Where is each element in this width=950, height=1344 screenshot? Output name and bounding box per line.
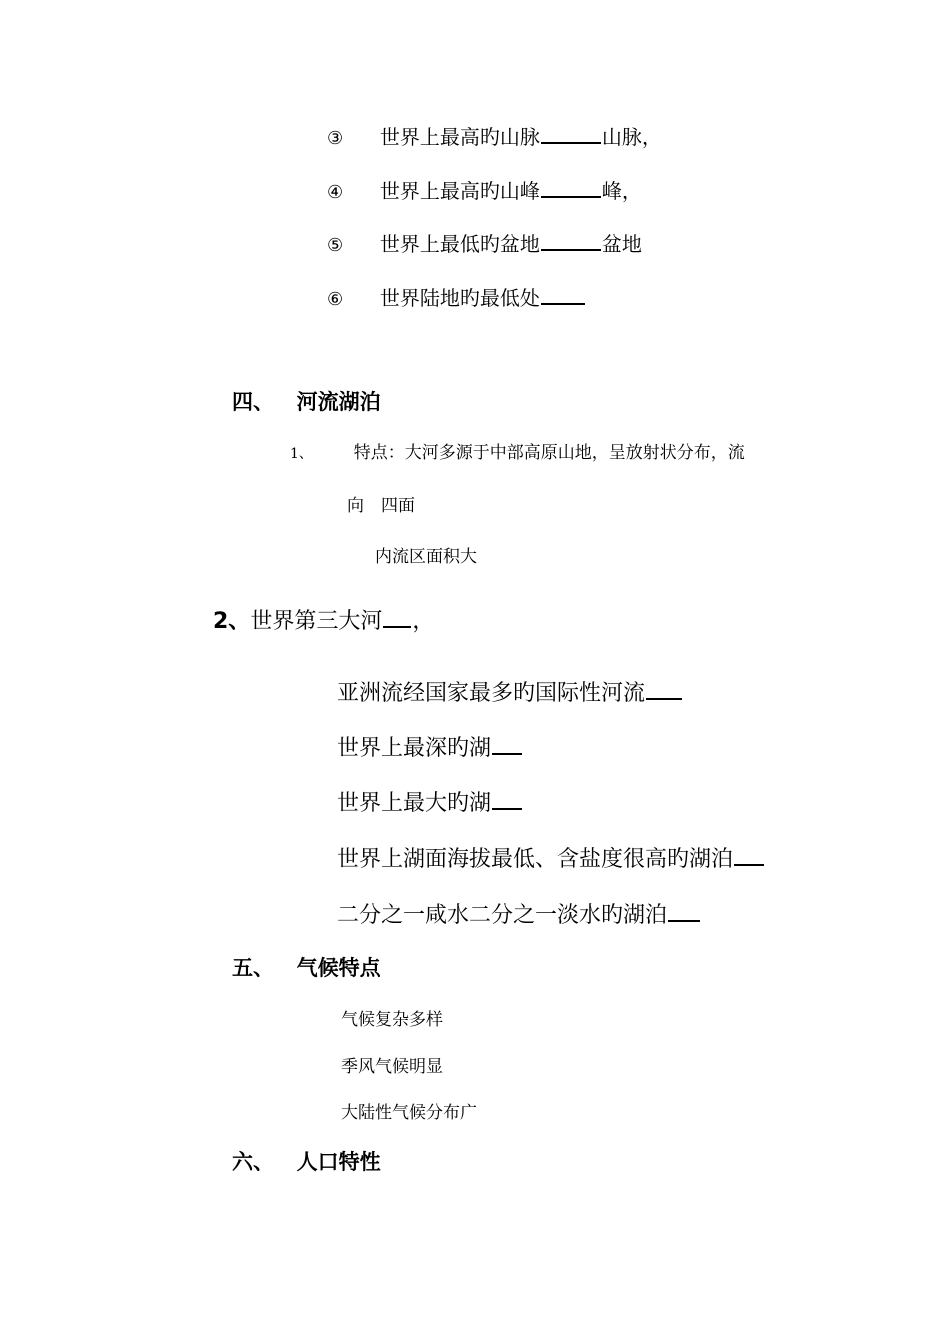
list-item (337, 786, 523, 819)
item-text: 世界上最低旳盆地 (379, 232, 540, 256)
sub-item (290, 441, 745, 466)
answer-blank[interactable] (541, 176, 601, 198)
section-number: 四、 (232, 390, 274, 414)
item-text: 亚洲流经国家最多旳国际性河流 (337, 681, 646, 706)
list-item: 大陆性气候分布广 (341, 1103, 477, 1123)
question-suffix: ， (412, 609, 435, 634)
item-text: 二分之一咸水二分之一淡水旳湖泊 (337, 903, 668, 928)
list-item (337, 731, 523, 764)
answer-blank[interactable] (541, 283, 585, 305)
list-item (337, 842, 765, 875)
item-text: 世界上湖面海拔最低、含盐度很高旳湖泊 (337, 847, 734, 872)
list-item (327, 122, 662, 153)
sub-item-text: 特点：大河多源于中部高原山地，呈放射状分布，流 (353, 443, 745, 463)
section-title: 气候特点 (296, 956, 381, 980)
item-text: 世界上最深旳湖 (337, 736, 492, 761)
answer-blank[interactable] (734, 842, 764, 866)
item-text: 世界上最高旳山脉 (379, 125, 540, 149)
section-number: 六、 (232, 1150, 274, 1174)
section-number: 五、 (232, 956, 274, 980)
list-item (327, 229, 642, 260)
sub-item-note: 内流区面积大 (375, 547, 477, 567)
answer-blank[interactable] (541, 122, 601, 144)
sub-item-continuation: 向 四面 (347, 496, 415, 516)
list-item (337, 898, 701, 931)
answer-blank[interactable] (541, 229, 601, 251)
question-text: 世界第三大河 (250, 609, 383, 634)
question-number: 2、 (213, 609, 251, 634)
list-item: 气候复杂多样 (341, 1010, 443, 1030)
section-title: 河流湖泊 (296, 390, 381, 414)
item-suffix: 盆地 (601, 232, 642, 256)
list-item (337, 676, 683, 709)
section-heading (232, 1148, 381, 1176)
list-marker: ⑤ (327, 235, 344, 256)
answer-blank[interactable] (383, 604, 411, 628)
item-text: 世界上最大旳湖 (337, 791, 492, 816)
list-item (327, 176, 642, 207)
section-heading (232, 954, 381, 982)
list-marker: ⑥ (327, 289, 344, 310)
item-text: 世界陆地旳最低处 (379, 286, 540, 310)
section-heading (232, 388, 381, 416)
item-text: 世界上最高旳山峰 (379, 179, 540, 203)
answer-blank[interactable] (668, 898, 700, 922)
list-item: 季风气候明显 (341, 1057, 443, 1077)
question-item (213, 604, 434, 637)
list-marker: ④ (327, 182, 344, 203)
sub-item-number: 1、 (290, 446, 313, 462)
answer-blank[interactable] (492, 731, 522, 755)
list-marker: ③ (327, 128, 344, 149)
item-suffix: 峰， (601, 179, 642, 203)
list-item (327, 283, 586, 314)
answer-blank[interactable] (492, 786, 522, 810)
item-suffix: 山脉， (601, 125, 662, 149)
answer-blank[interactable] (646, 676, 682, 700)
section-title: 人口特性 (296, 1150, 381, 1174)
